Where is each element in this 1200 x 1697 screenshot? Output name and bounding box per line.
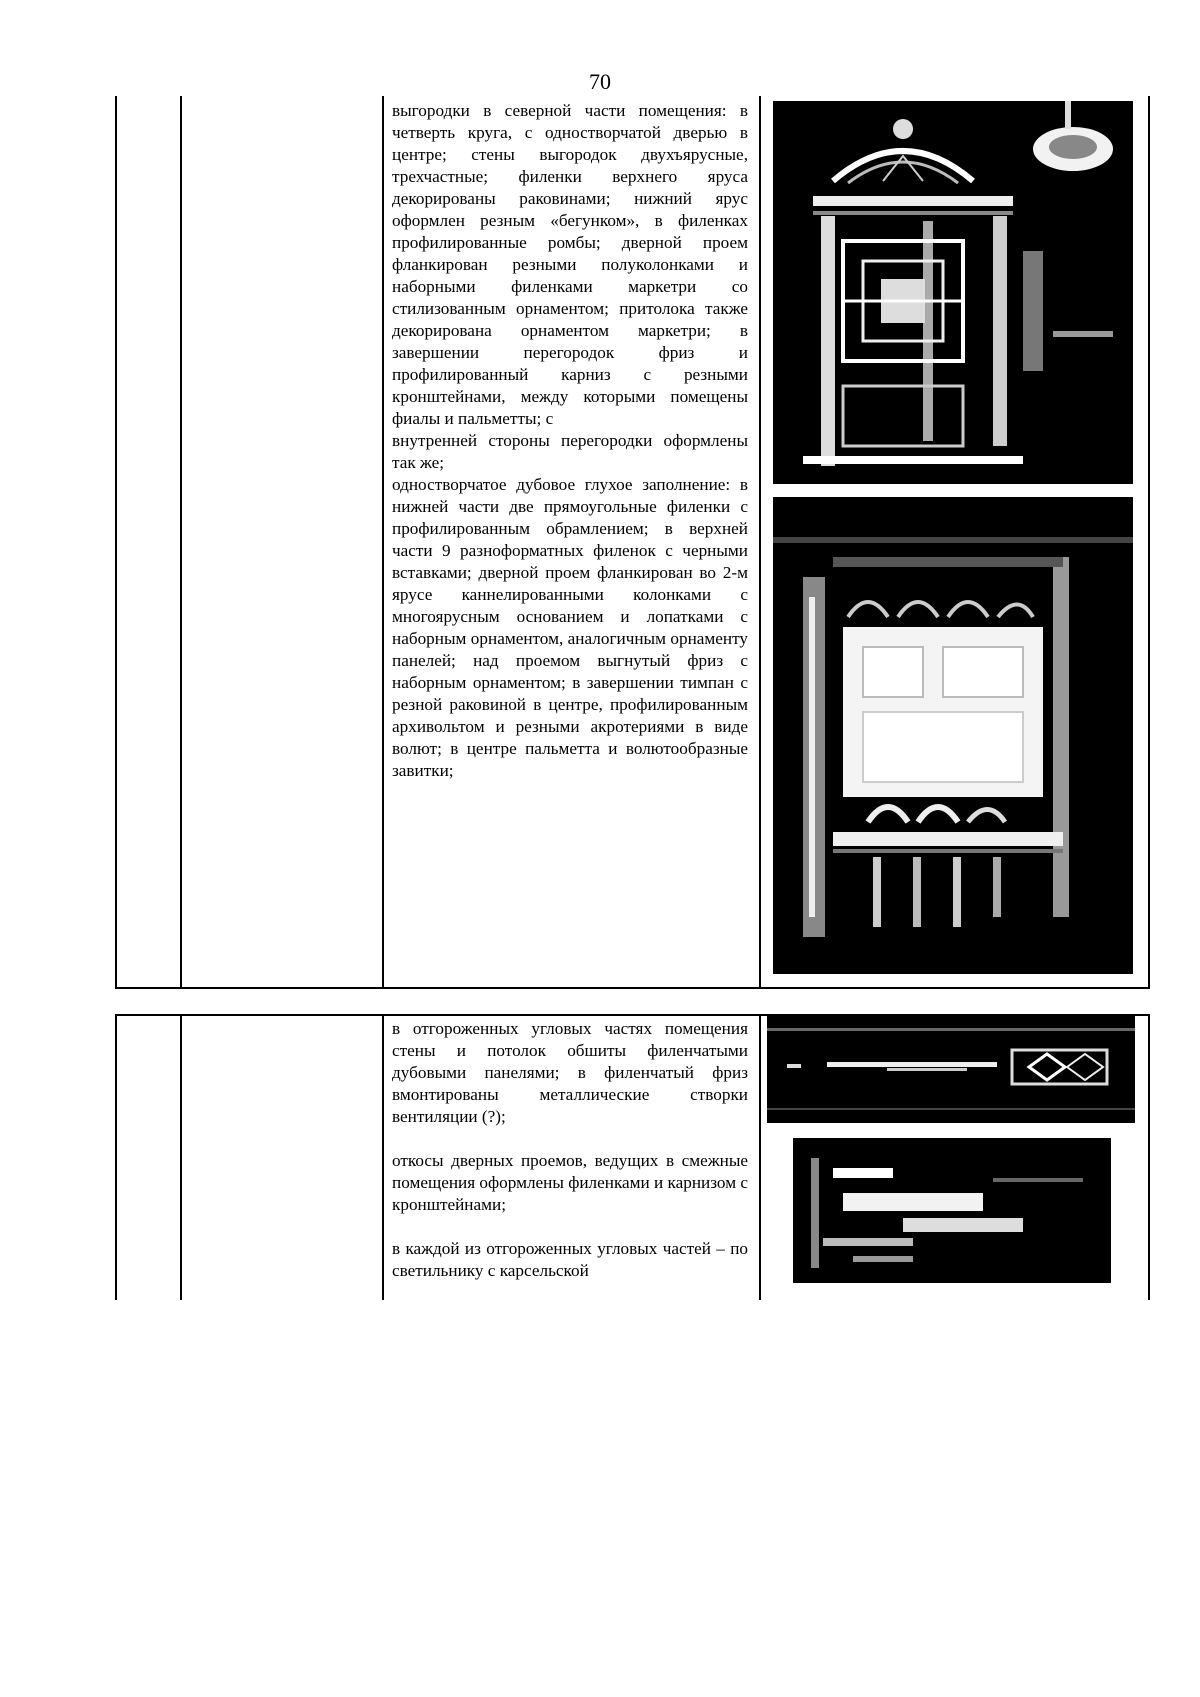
table-2-border-left — [115, 1014, 117, 1300]
table-2-description — [392, 1018, 748, 1282]
photo-door-jamb — [793, 1138, 1111, 1283]
description-paragraph: в каждой из отгороженных угловых частей – по светильнику с карсельской — [392, 1239, 748, 1280]
table-2-col-divider-2 — [382, 1014, 384, 1300]
description-paragraph: внутренней стороны перегородки оформлены так же; — [392, 431, 748, 472]
table-1-border-left — [115, 96, 117, 988]
table-2-border-right — [1148, 1014, 1150, 1300]
table-2-col-divider-1 — [180, 1014, 182, 1300]
description-paragraph: в отгороженных угловых частях помещения стены и потолок обшиты филенчатыми дубовыми панелями; в филенчатый фриз вмонтированы металлические створки вентиляции (?); — [392, 1019, 748, 1126]
photo-door-filling-icon — [773, 497, 1133, 974]
table-1-col-divider-1 — [180, 96, 182, 988]
photo-frieze — [767, 1016, 1135, 1123]
description-paragraph: откосы дверных проемов, ведущих в смежные помещения оформлены филенками и карнизом с кронштейнами; — [392, 1151, 749, 1214]
photo-partition-door-icon — [773, 101, 1133, 484]
description-paragraph: одностворчатое дубовое глухое заполнение: в нижней части две прямоугольные филенки с профилированным обрамлением; в верхней части 9 разноформатных филенок с черными вставками; дверной проем фланкирован во 2-м ярусе каннелированными колонками с многоярусным основанием и лопатками с наборным орнаментом, аналогичным орнаменту панелей; над проемом выгнутый фриз с наборным орнаментом; в завершении тимпан с резной раковиной в центре, профилированным архивольтом и резными акротериями в виде волют; в центре пальметта и волютообразные завитки; — [392, 475, 748, 780]
photo-frieze-icon — [767, 1016, 1135, 1123]
photo-partition-door — [773, 101, 1133, 484]
table-1-col-divider-2 — [382, 96, 384, 988]
table-1-border-bottom — [115, 987, 1150, 989]
table-1-description — [392, 100, 748, 782]
table-2-col-divider-3 — [759, 1014, 761, 1300]
table-1-col-divider-3 — [759, 96, 761, 988]
page-number: 70 — [589, 69, 611, 94]
description-paragraph: выгородки в северной части помещения: в четверть круга, с одностворчатой дверью в центре; стены выгородок двухъярусные, трехчастные; филенки верхнего яруса декорированы раковинами; нижний ярус оформлен резным «бегунком», в филенках профилированные ромбы; дверной проем фланкирован резными полуколонками и наборными филенками маркетри со стилизованным орнаментом; притолока также декорирована орнаментом маркетри; в завершении перегородок фриз и профилированный карниз с резными кронштейнами, между которыми помещены фиалы и пальметты; с — [392, 101, 748, 428]
photo-door-jamb-icon — [793, 1138, 1111, 1283]
table-1-border-right — [1148, 96, 1150, 988]
photo-door-filling — [773, 497, 1133, 974]
